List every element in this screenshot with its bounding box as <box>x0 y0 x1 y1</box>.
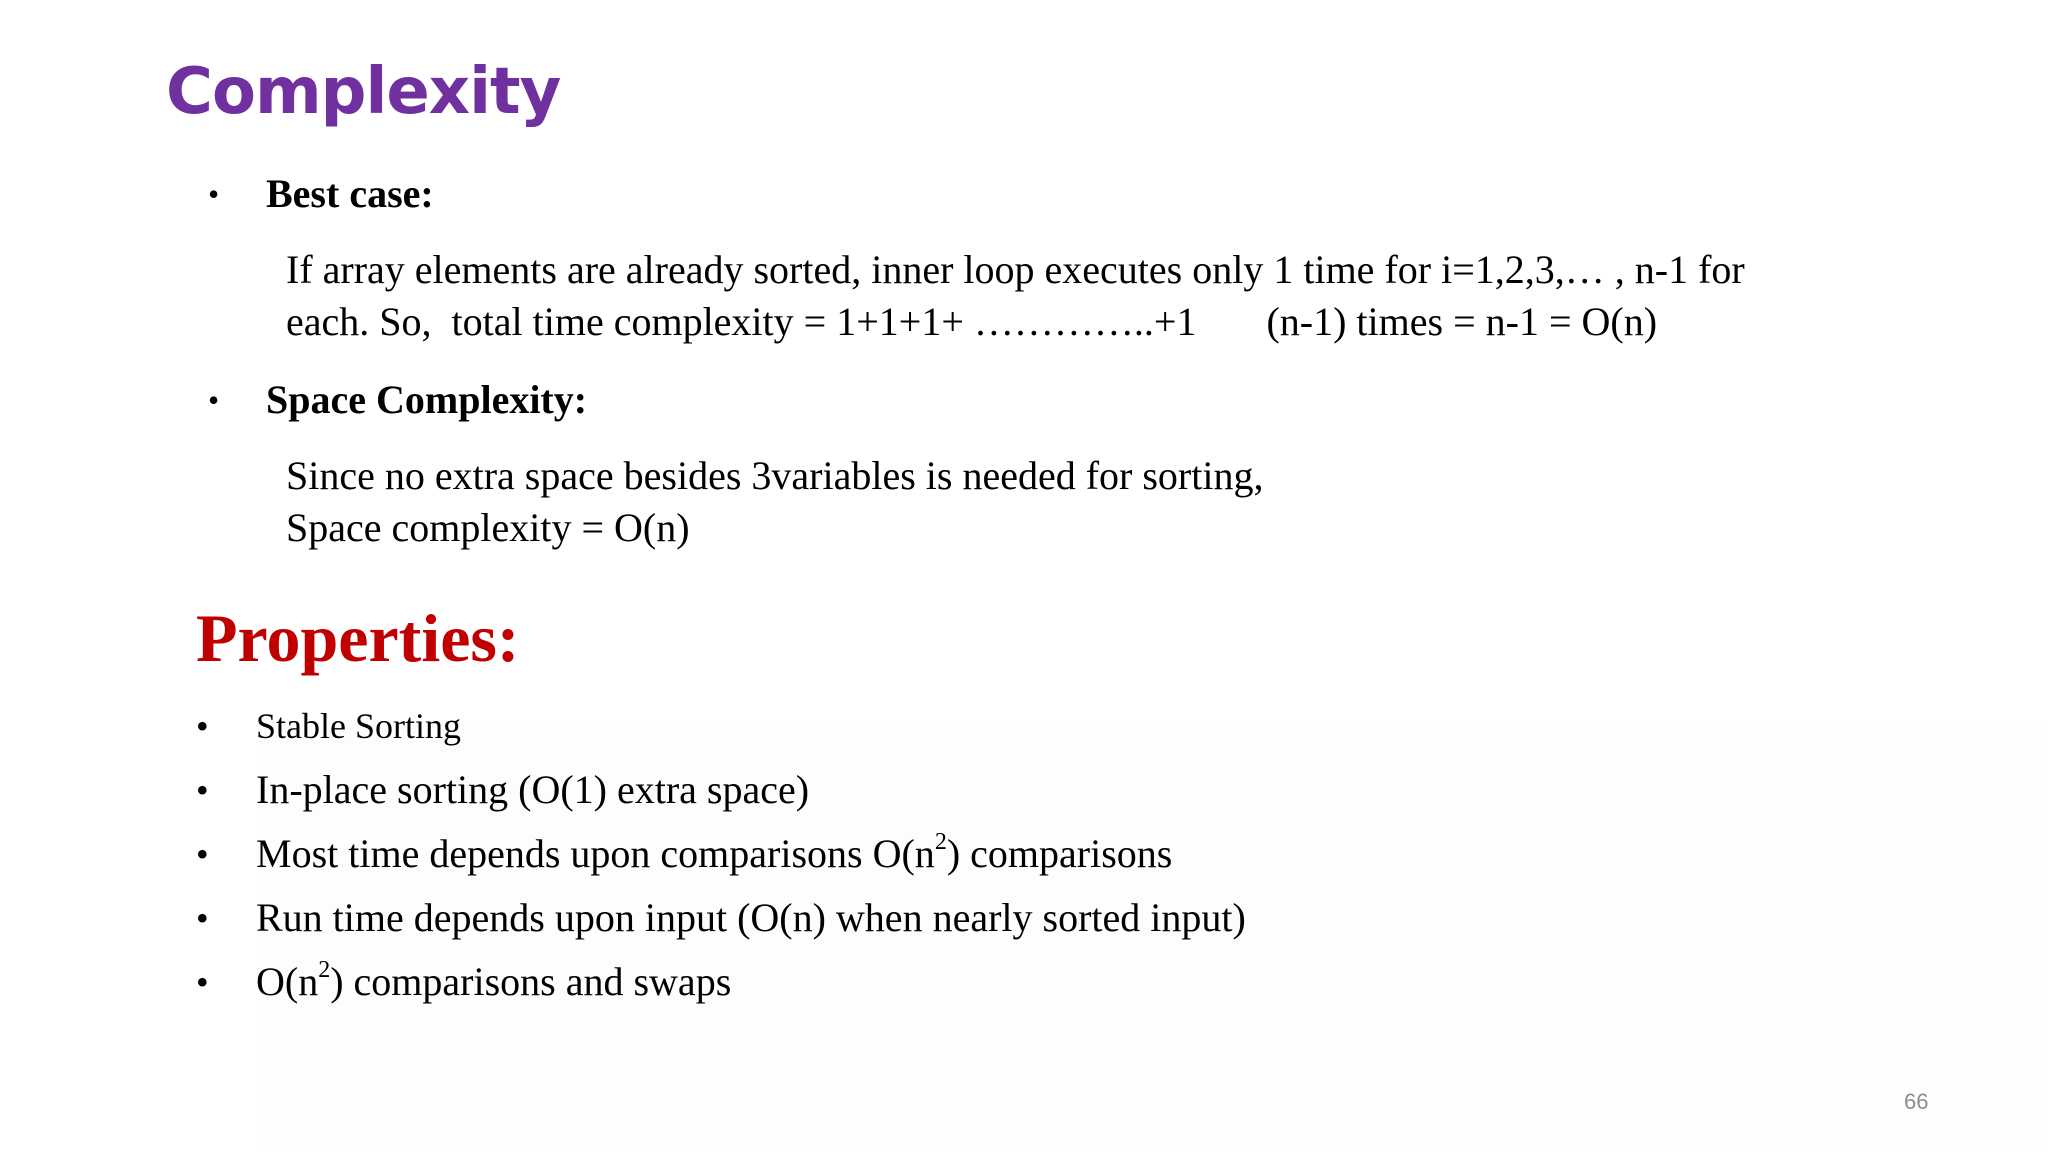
space-complexity-line-2: Space complexity = O(n) <box>286 505 690 550</box>
property-in-place: In-place sorting (O(1) extra space) <box>256 767 810 812</box>
property-run-time: Run time depends upon input (O(n) when nearly sorted input) <box>256 895 1246 940</box>
best-case-bullet: • <box>208 176 220 212</box>
space-complexity-heading: Space Complexity: <box>266 377 588 422</box>
properties-title: Properties: <box>196 600 520 676</box>
best-case-line-1: If array elements are already sorted, inner loop executes only 1 time for i=1,2,3,… , n-1 for <box>286 247 1745 292</box>
space-complexity-line-1: Since no extra space besides 3variables is needed for sorting, <box>286 453 1264 498</box>
superscript-2: 2 <box>934 829 947 855</box>
slide-title: Complexity <box>166 55 561 129</box>
bullet-icon: • <box>196 962 209 1002</box>
property-stable-sorting: Stable Sorting <box>256 706 461 746</box>
space-complexity-text <box>286 450 1263 554</box>
best-case-line-2: each. So, total time complexity = 1+1+1+ …………..+1 (n-1) times = n-1 = O(n) <box>286 299 1658 344</box>
bullet-icon: • <box>196 898 209 938</box>
bullet-icon: • <box>196 706 209 746</box>
property-comparisons <box>256 822 1172 886</box>
page-number: 66 <box>1904 1089 1929 1114</box>
best-case-text <box>286 244 1745 348</box>
best-case-heading: Best case: <box>266 171 434 216</box>
property-swaps-part-2: ) comparisons and swaps <box>330 959 732 1004</box>
property-comparisons-part-1: Most time depends upon comparisons O(n <box>256 831 935 876</box>
space-complexity-bullet: • <box>208 382 220 418</box>
property-comparisons-part-2: ) comparisons <box>946 831 1173 876</box>
bullet-icon: • <box>196 834 209 874</box>
bullet-icon: • <box>196 770 209 810</box>
property-swaps <box>256 950 731 1014</box>
property-swaps-part-1: O(n <box>256 959 319 1004</box>
superscript-2: 2 <box>318 957 331 983</box>
